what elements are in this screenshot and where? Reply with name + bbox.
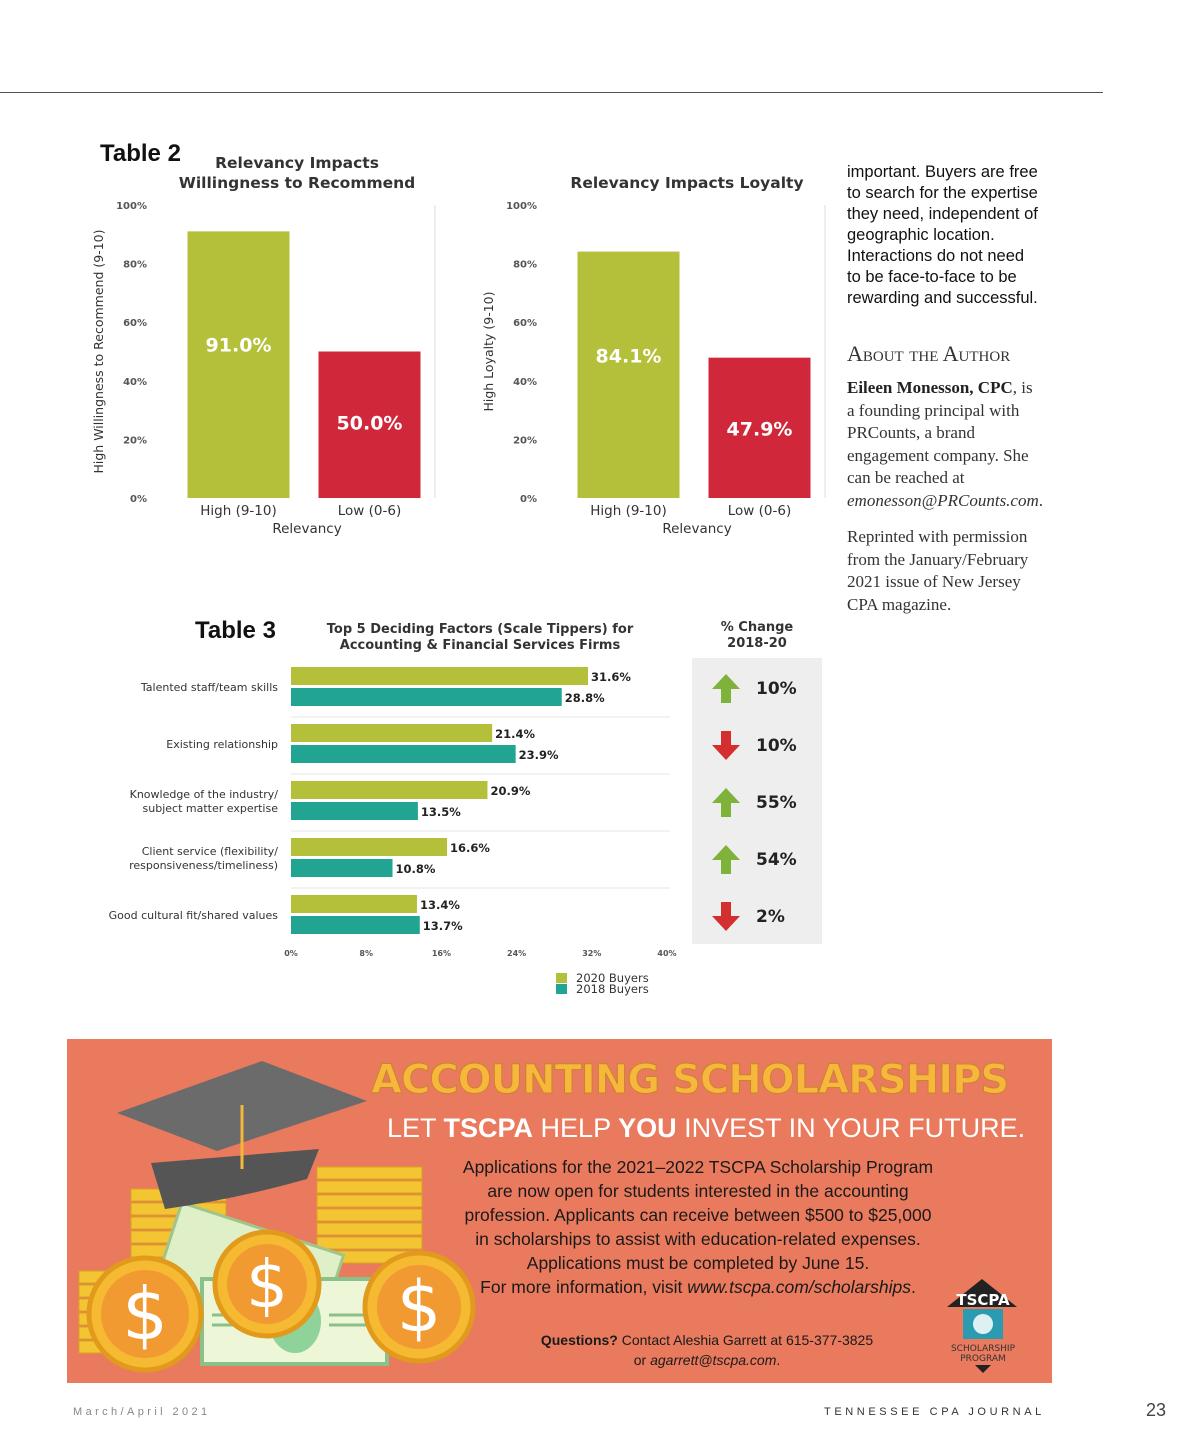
x-tick-label: 40% xyxy=(657,949,677,958)
author-email[interactable]: emonesson@PRCounts.com xyxy=(847,490,1039,510)
bar-data-label: 20.9% xyxy=(490,784,531,798)
y-tick-label: 60% xyxy=(123,318,147,330)
chart-title: Relevancy Impacts xyxy=(215,154,379,172)
bar-data-label: 13.4% xyxy=(419,898,460,912)
ad-body-line: Applications must be completed by June 15. xyxy=(526,1253,870,1273)
x-tick-label: Low (0-6) xyxy=(337,503,402,519)
info-suffix: . xyxy=(910,1277,916,1297)
bar xyxy=(291,781,487,799)
category-label: Good cultural fit/shared values xyxy=(108,909,278,922)
logo-sub-1: SCHOLARSHIP xyxy=(950,1344,1016,1354)
change-value: 55% xyxy=(756,793,797,813)
sub-rest: INVEST IN YOUR FUTURE. xyxy=(676,1113,1026,1143)
category-label: responsiveness/timeliness) xyxy=(129,859,278,872)
bio-period: . xyxy=(1038,490,1044,510)
tscpa-scholarship-logo xyxy=(937,1275,1037,1375)
x-tick-label: 24% xyxy=(507,949,527,958)
scholarship-ad xyxy=(67,1039,1052,1383)
dollar-sign: $ xyxy=(122,1272,168,1356)
logo-sub-2: PROGRAM xyxy=(960,1354,1006,1364)
change-value: 2% xyxy=(756,907,785,927)
legend-swatch xyxy=(556,984,567,994)
y-axis-label: High Loyalty (9-10) xyxy=(481,291,496,412)
article-text: important. Buyers are free to search for the expertise they need, independent of geographic location. Interactions do not need to be face-to-face to be rewarding and successful. xyxy=(847,163,1038,307)
x-tick-label: 0% xyxy=(284,949,298,958)
ad-subtitle xyxy=(387,1113,1025,1144)
logo-point-icon xyxy=(975,1365,991,1373)
x-tick-label: Low (0-6) xyxy=(727,503,792,519)
chart-title: Relevancy Impacts Loyalty xyxy=(570,174,804,192)
bar xyxy=(188,231,290,498)
x-tick-label: 32% xyxy=(582,949,602,958)
category-label: subject matter expertise xyxy=(142,802,278,815)
category-label: Client service (flexibility/ xyxy=(141,845,278,858)
y-tick-label: 20% xyxy=(513,435,537,447)
reprint-note: Reprinted with permission from the January/February 2021 issue of New Jersey CPA magazine. xyxy=(847,527,1029,614)
author-bio xyxy=(847,377,1042,512)
bar-data-label: 31.6% xyxy=(591,670,631,684)
questions-end: . xyxy=(776,1352,781,1368)
chart-loyalty xyxy=(475,150,835,545)
bar-data-label: 23.9% xyxy=(518,748,559,762)
bar xyxy=(291,745,516,763)
sub-help: HELP xyxy=(533,1113,619,1143)
contact-email[interactable]: agarrett@tscpa.com xyxy=(650,1352,777,1368)
page-number: 23 xyxy=(1146,1400,1167,1420)
category-label: Existing relationship xyxy=(166,738,278,751)
ad-body-line: profession. Applicants can receive between $500 to $25,000 xyxy=(464,1205,932,1225)
ad-body-line: in scholarships to assist with education-related expenses. xyxy=(475,1229,921,1249)
bar-data-label: 13.5% xyxy=(420,805,461,819)
dollar-coin-icon xyxy=(215,1232,319,1336)
bar-data-label: 28.8% xyxy=(564,691,605,705)
chart-title: Willingness to Recommend xyxy=(178,174,416,192)
bar xyxy=(291,688,562,706)
questions-text: Contact Aleshia Garrett at 615-377-3825 xyxy=(617,1332,874,1348)
y-axis-label: High Willingness to Recommend (9-10) xyxy=(91,229,106,474)
ad-body xyxy=(433,1155,963,1299)
bar xyxy=(291,916,420,934)
ad-email-line xyxy=(507,1350,907,1370)
footer-journal: TENNESSEE CPA JOURNAL xyxy=(824,1406,1045,1418)
sub-tscpa: TSCPA xyxy=(443,1113,534,1143)
bar xyxy=(291,838,447,856)
y-tick-label: 40% xyxy=(513,376,537,388)
ad-questions xyxy=(507,1330,907,1370)
bar-data-label: 16.6% xyxy=(450,841,490,855)
y-tick-label: 20% xyxy=(123,435,147,447)
bar xyxy=(291,724,492,742)
bar xyxy=(291,802,418,820)
author-bio-text: , is a founding principal with PRCounts, a brand engagement company. She can be reached at xyxy=(847,378,1033,487)
change-value: 54% xyxy=(756,850,797,870)
bar-data-label: 47.9% xyxy=(726,418,793,441)
info-prefix: For more information, visit xyxy=(480,1277,688,1297)
y-tick-label: 100% xyxy=(116,201,147,212)
dollar-sign: $ xyxy=(246,1246,288,1323)
ad-info-line xyxy=(433,1275,963,1299)
legend-label: 2020 Buyers xyxy=(576,971,649,985)
logo-text: TSCPA xyxy=(956,1291,1010,1309)
bar-data-label: 13.7% xyxy=(422,919,463,933)
chart-deciding-factors xyxy=(70,612,830,1002)
y-tick-label: 80% xyxy=(123,259,147,271)
bar-data-label: 10.8% xyxy=(395,862,436,876)
chart-title: Top 5 Deciding Factors (Scale Tippers) for xyxy=(326,622,634,637)
ad-contact-line xyxy=(507,1330,907,1350)
change-title: % Change xyxy=(720,620,794,635)
bar-data-label: 91.0% xyxy=(205,334,272,357)
y-tick-label: 0% xyxy=(130,494,147,505)
table-2-label: Table 2 xyxy=(100,140,181,167)
category-label: Knowledge of the industry/ xyxy=(129,788,278,801)
sub-let: LET xyxy=(387,1113,444,1143)
bar-data-label: 84.1% xyxy=(595,345,662,368)
legend-label: 2018 Buyers xyxy=(576,982,649,996)
x-tick-label: 8% xyxy=(359,949,373,958)
dollar-sign: $ xyxy=(396,1266,442,1348)
footer-date: March/April 2021 xyxy=(73,1406,211,1418)
x-axis-label: Relevancy xyxy=(662,521,732,537)
y-tick-label: 100% xyxy=(506,201,537,212)
dollar-coin-icon xyxy=(89,1258,201,1370)
change-title: 2018-20 xyxy=(727,636,787,651)
x-tick-label: 16% xyxy=(431,949,451,958)
ad-body-line: are now open for students interested in the accounting xyxy=(487,1181,909,1201)
bar xyxy=(578,252,680,498)
chart-willingness-to-recommend xyxy=(85,150,445,545)
change-value: 10% xyxy=(756,736,797,756)
change-value: 10% xyxy=(756,679,797,699)
x-tick-label: High (9-10) xyxy=(590,503,667,519)
bar xyxy=(291,859,393,877)
header-rule xyxy=(0,92,1103,93)
y-tick-label: 60% xyxy=(513,318,537,330)
bar-data-label: 21.4% xyxy=(495,727,536,741)
x-axis-label: Relevancy xyxy=(272,521,342,537)
questions-or: or xyxy=(633,1352,651,1368)
bar xyxy=(291,667,588,685)
chart-title: Accounting & Financial Services Firms xyxy=(339,638,621,653)
table-3-label: Table 3 xyxy=(195,617,276,644)
questions-label: Questions? xyxy=(540,1332,618,1348)
y-tick-label: 80% xyxy=(513,259,537,271)
ad-body-line: Applications for the 2021–2022 TSCPA Scholarship Program xyxy=(462,1157,934,1177)
y-tick-label: 0% xyxy=(520,494,537,505)
article-sidebar xyxy=(847,162,1042,616)
y-tick-label: 40% xyxy=(123,376,147,388)
sub-you: YOU xyxy=(618,1113,677,1143)
x-tick-label: High (9-10) xyxy=(200,503,277,519)
about-author-heading: About the Author xyxy=(847,341,1011,366)
bar-data-label: 50.0% xyxy=(336,412,403,435)
scholarship-link[interactable]: www.tscpa.com/scholarships xyxy=(687,1277,911,1297)
category-label: Talented staff/team skills xyxy=(140,681,278,694)
ad-title: ACCOUNTING SCHOLARSHIPS xyxy=(371,1057,1009,1103)
author-name: Eileen Monesson, CPC xyxy=(847,378,1013,397)
legend-swatch xyxy=(556,973,567,983)
bar xyxy=(291,895,417,913)
